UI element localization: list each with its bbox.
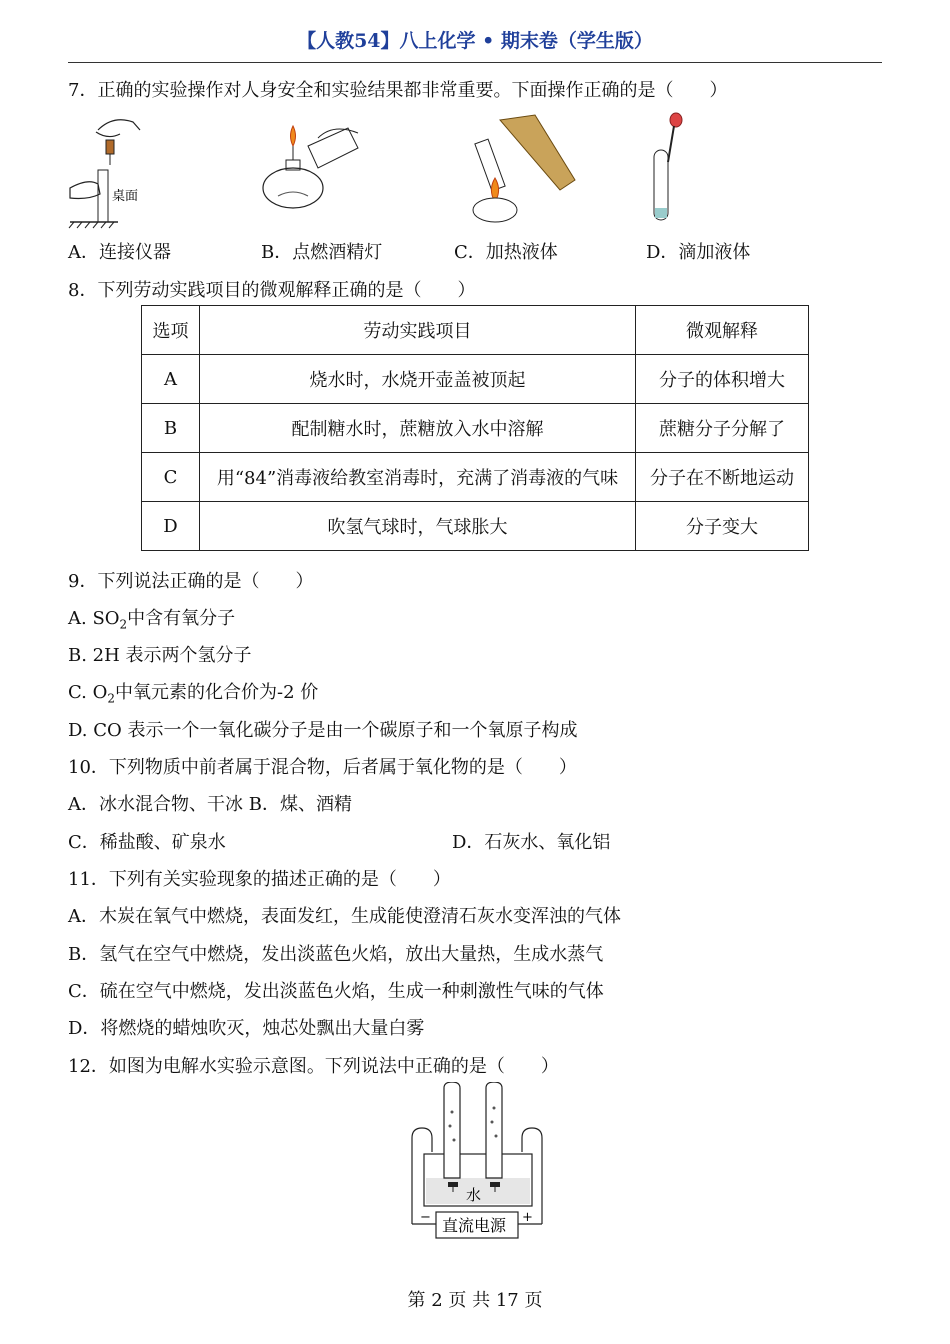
header-rule [68,62,882,63]
q10-stem: 10．下列物质中前者属于混合物，后者属于氧化物的是（ ） [68,757,577,778]
q9-option-a: A. $SO_2$中含有氧分子 [68,608,236,632]
q7-option-c: C．加热液体 [454,242,558,263]
q8-stem: 8．下列劳动实践项目的微观解释正确的是（ ） [68,280,476,301]
header-cell: 选项 [142,306,200,355]
q9-option-b: B. 2H 表示两个氢分子 [68,645,252,666]
q12-stem: 12．如图为电解水实验示意图。下列说法中正确的是（ ） [68,1056,559,1077]
q10-option-c: C．稀盐酸、矿泉水 [68,832,226,853]
plus-label: + [522,1210,533,1225]
q7-stem: 7．正确的实验操作对人身安全和实验结果都非常重要。下面操作正确的是（ ） [68,80,728,101]
q9-stem: 9．下列说法正确的是（ ） [68,571,314,592]
table-cell: 配制糖水时，蔗糖放入水中溶解 [200,404,636,453]
table-cell: C [142,453,200,502]
table-cell: 蔗糖分子分解了 [636,404,809,453]
power-label: 直流电源 [442,1216,507,1235]
table-cell: 用“84”消毒液给教室消毒时，充满了消毒液的气味 [200,453,636,502]
table-cell: 烧水时，水烧开壶盖被顶起 [200,355,636,404]
table-header-row [142,306,809,355]
q7-option-d: D．滴加液体 [646,242,751,263]
minus-label: − [420,1210,431,1225]
table-row [142,355,809,404]
table-cell: 分子变大 [636,502,809,551]
connect-apparatus-figure [68,110,158,230]
table-row [142,453,809,502]
electrolysis-figure [404,1082,550,1254]
table-cell: B [142,404,200,453]
table-cell: A [142,355,200,404]
table-row [142,502,809,551]
q11-stem: 11．下列有关实验现象的描述正确的是（ ） [68,869,451,890]
table-cell: 分子在不断地运动 [636,453,809,502]
page-header: 【人教54】八上化学 • 期末卷（学生版） [297,30,653,52]
q11-option-c: C．硫在空气中燃烧，发出淡蓝色火焰，生成一种刺激性气味的气体 [68,981,604,1002]
table-cell: D [142,502,200,551]
header-cell: 微观解释 [636,306,809,355]
table-cell: 吹氢气球时，气球胀大 [200,502,636,551]
q10-options-ab: A．冰水混合物、干冰 B．煤、酒精 [68,794,352,815]
q9-option-c: C. $O_2$中氧元素的化合价为-2 价 [68,682,319,706]
header-cell: 劳动实践项目 [200,306,636,355]
desk-label: 桌面 [112,189,139,204]
water-label: 水 [466,1186,482,1204]
q9-option-d: D. CO 表示一个一氧化碳分子是由一个碳原子和一个氧原子构成 [68,720,578,741]
q11-option-d: D．将燃烧的蜡烛吹灭，烛芯处飘出大量白雾 [68,1018,425,1039]
q11-option-a: A．木炭在氧气中燃烧，表面发红，生成能使澄清石灰水变浑浊的气体 [68,906,621,927]
q8-table [141,305,809,551]
heat-liquid-figure [455,110,585,230]
table-cell: 分子的体积增大 [636,355,809,404]
page-footer: 第 2 页 共 17 页 [407,1290,543,1311]
q11-option-b: B．氢气在空气中燃烧，发出淡蓝色火焰，放出大量热，生成水蒸气 [68,944,604,965]
q7-option-b: B．点燃酒精灯 [261,242,383,263]
light-alcohol-lamp-figure [258,118,368,218]
add-liquid-figure [642,112,702,224]
q10-option-d: D．石灰水、氧化铝 [452,832,611,853]
table-row [142,404,809,453]
q7-option-a: A．连接仪器 [68,242,171,263]
